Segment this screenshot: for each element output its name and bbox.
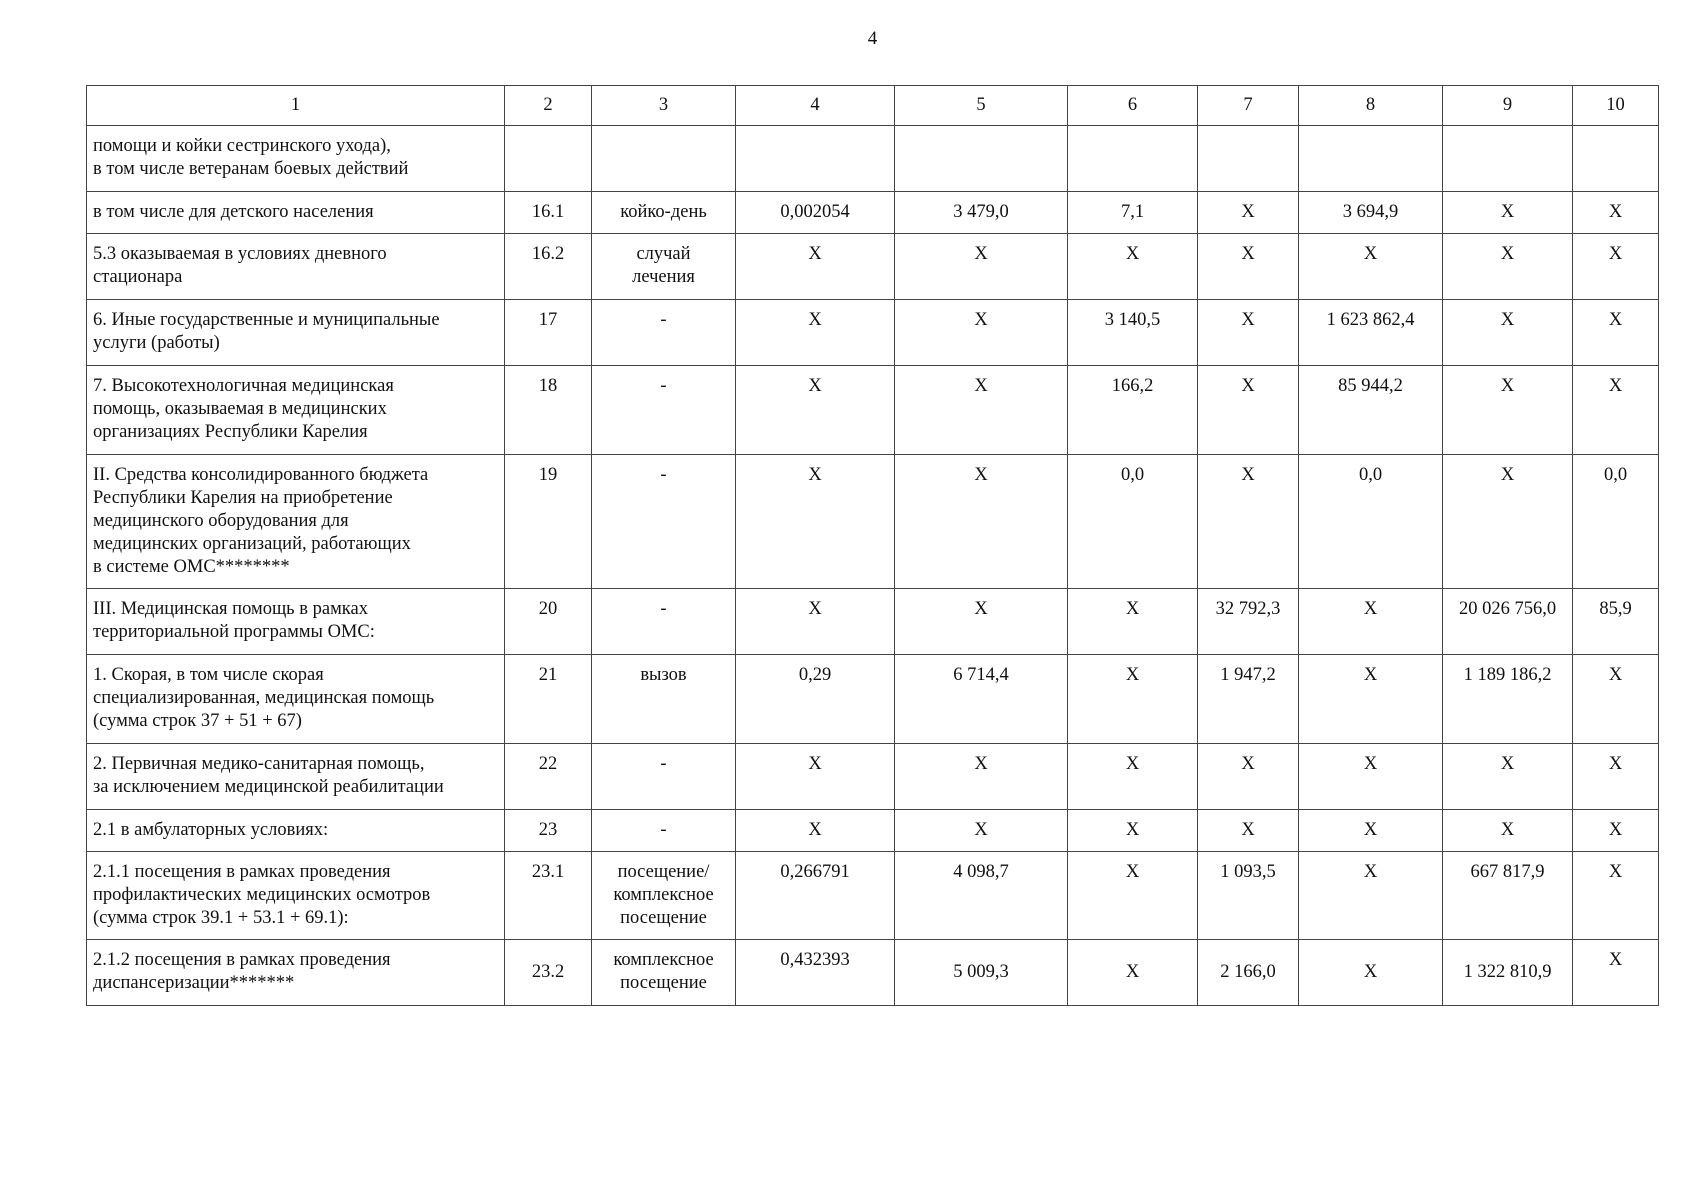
table-cell: 667 817,9 (1443, 851, 1573, 939)
table-cell: 0,0 (1299, 454, 1443, 589)
table-cell: койко-день (592, 192, 736, 234)
table-cell: X (1198, 809, 1299, 851)
header-cell: 1 (87, 86, 505, 126)
table-cell: 0,266791 (736, 851, 895, 939)
table-cell: 21 (505, 655, 592, 743)
table-cell: 6 714,4 (895, 655, 1068, 743)
table-row (87, 234, 1659, 300)
table-cell: X (1573, 366, 1659, 454)
table-cell: X (1443, 809, 1573, 851)
table-cell: X (895, 300, 1068, 366)
table-row (87, 743, 1659, 809)
table-cell: X (1573, 234, 1659, 300)
table-cell: X (1573, 743, 1659, 809)
table-cell: X (1068, 851, 1198, 939)
table-cell: 0,0 (1573, 454, 1659, 589)
header-cell: 2 (505, 86, 592, 126)
table-cell: 5 009,3 (895, 940, 1068, 1006)
table-cell: X (1299, 589, 1443, 655)
table-row (87, 126, 1659, 192)
table-cell: 3 479,0 (895, 192, 1068, 234)
page-number: 4 (867, 28, 878, 49)
table-header-row (87, 86, 1659, 126)
table-cell: X (1068, 940, 1198, 1006)
table-cell: X (736, 366, 895, 454)
table-cell: 85 944,2 (1299, 366, 1443, 454)
table-cell: случай лечения (592, 234, 736, 300)
table-cell: 20 026 756,0 (1443, 589, 1573, 655)
table-cell: 22 (505, 743, 592, 809)
table-cell: 166,2 (1068, 366, 1198, 454)
table-cell (1299, 126, 1443, 192)
table-cell: X (1068, 234, 1198, 300)
table-cell: 32 792,3 (1198, 589, 1299, 655)
table-cell: X (1443, 743, 1573, 809)
table-row (87, 940, 1659, 1006)
table-cell: X (895, 234, 1068, 300)
table-cell: 23 (505, 809, 592, 851)
table-cell: 7,1 (1068, 192, 1198, 234)
table-cell: посещение/ комплексное посещение (592, 851, 736, 939)
header-cell: 8 (1299, 86, 1443, 126)
table-row (87, 809, 1659, 851)
table-cell (1443, 126, 1573, 192)
table-cell (592, 126, 736, 192)
table-cell: X (1443, 366, 1573, 454)
table-row (87, 851, 1659, 939)
header-cell: 9 (1443, 86, 1573, 126)
table-cell: X (1443, 300, 1573, 366)
table-cell: X (1443, 192, 1573, 234)
table-cell: X (895, 743, 1068, 809)
table-cell: X (1573, 851, 1659, 939)
header-cell: 3 (592, 86, 736, 126)
table-cell: - (592, 809, 736, 851)
table-cell: - (592, 589, 736, 655)
table-cell: 16.1 (505, 192, 592, 234)
table-row (87, 192, 1659, 234)
row-label-cell: 2.1.2 посещения в рамках проведения диспансеризации******* (87, 940, 505, 1006)
table-cell (1573, 126, 1659, 192)
row-label-cell: 6. Иные государственные и муниципальные услуги (работы) (87, 300, 505, 366)
table-cell: 23.2 (505, 940, 592, 1006)
table-cell: X (736, 589, 895, 655)
table-row (87, 589, 1659, 655)
table-cell: 3 140,5 (1068, 300, 1198, 366)
table-cell: 18 (505, 366, 592, 454)
header-cell: 4 (736, 86, 895, 126)
table-cell: X (1068, 809, 1198, 851)
table-cell: 0,002054 (736, 192, 895, 234)
table-cell: X (895, 589, 1068, 655)
table-cell: 4 098,7 (895, 851, 1068, 939)
row-label-cell: 1. Скорая, в том числе скорая специализированная, медицинская помощь (сумма строк 37 + 51 + 67) (87, 655, 505, 743)
table-cell: X (1443, 234, 1573, 300)
table-row (87, 300, 1659, 366)
table-cell: X (736, 809, 895, 851)
table-cell: комплексное посещение (592, 940, 736, 1006)
table-cell: X (895, 809, 1068, 851)
table-cell: X (1198, 743, 1299, 809)
table-cell: X (1198, 300, 1299, 366)
table-cell: X (736, 234, 895, 300)
table-cell: 1 623 862,4 (1299, 300, 1443, 366)
table-cell: X (1068, 655, 1198, 743)
table-cell: X (1198, 366, 1299, 454)
table-cell: X (895, 366, 1068, 454)
header-cell: 5 (895, 86, 1068, 126)
table-cell: X (1068, 589, 1198, 655)
row-label-cell: помощи и койки сестринского ухода), в том числе ветеранам боевых действий (87, 126, 505, 192)
table-cell: X (1299, 743, 1443, 809)
table-cell: 0,0 (1068, 454, 1198, 589)
table-cell: 1 189 186,2 (1443, 655, 1573, 743)
table-cell: X (1299, 851, 1443, 939)
table-cell: 1 947,2 (1198, 655, 1299, 743)
table-row (87, 366, 1659, 454)
row-label-cell: 5.3 оказываемая в условиях дневного стационара (87, 234, 505, 300)
table-cell: 20 (505, 589, 592, 655)
table-cell: X (1299, 809, 1443, 851)
table-cell: X (1573, 655, 1659, 743)
table-cell: X (1573, 940, 1659, 1006)
row-label-cell: в том числе для детского населения (87, 192, 505, 234)
table-cell: X (1198, 234, 1299, 300)
header-cell: 6 (1068, 86, 1198, 126)
table-cell: X (1198, 454, 1299, 589)
table-cell: X (1198, 192, 1299, 234)
table-cell: 1 093,5 (1198, 851, 1299, 939)
data-table (86, 85, 1659, 1006)
row-label-cell: 2.1.1 посещения в рамках проведения профилактических медицинских осмотров (сумма строк 39.1 + 53.1 + 69.1): (87, 851, 505, 939)
table-cell: 23.1 (505, 851, 592, 939)
table-cell: - (592, 300, 736, 366)
table-row (87, 655, 1659, 743)
table-cell: 17 (505, 300, 592, 366)
table-cell (895, 126, 1068, 192)
row-label-cell: III. Медицинская помощь в рамках территориальной программы ОМС: (87, 589, 505, 655)
table-cell: X (1573, 300, 1659, 366)
table-cell: - (592, 454, 736, 589)
table-cell: 3 694,9 (1299, 192, 1443, 234)
table-cell: X (1299, 655, 1443, 743)
table-cell: X (1573, 809, 1659, 851)
table-cell: X (895, 454, 1068, 589)
table-cell: 0,29 (736, 655, 895, 743)
table-cell: X (736, 454, 895, 589)
header-cell: 10 (1573, 86, 1659, 126)
row-label-cell: 2. Первичная медико-санитарная помощь, за исключением медицинской реабилитации (87, 743, 505, 809)
table-cell: 0,432393 (736, 940, 895, 1006)
table-cell: 19 (505, 454, 592, 589)
table-cell: X (1068, 743, 1198, 809)
table-cell: вызов (592, 655, 736, 743)
table-cell: 85,9 (1573, 589, 1659, 655)
table-cell: X (1299, 234, 1443, 300)
table-cell (736, 126, 895, 192)
table-cell: X (736, 300, 895, 366)
table-cell (1068, 126, 1198, 192)
row-label-cell: II. Средства консолидированного бюджета Республики Карелия на приобретение медицинского оборудования для медицинских организаций, работающих в системе ОМС******** (87, 454, 505, 589)
table-row (87, 454, 1659, 589)
table-cell (1198, 126, 1299, 192)
table-cell: 2 166,0 (1198, 940, 1299, 1006)
table-cell: X (1299, 940, 1443, 1006)
table-cell: 1 322 810,9 (1443, 940, 1573, 1006)
table-cell: - (592, 366, 736, 454)
table-cell: X (736, 743, 895, 809)
table-cell: X (1443, 454, 1573, 589)
header-cell: 7 (1198, 86, 1299, 126)
table-cell: - (592, 743, 736, 809)
table-cell: X (1573, 192, 1659, 234)
table-cell (505, 126, 592, 192)
table-cell: 16.2 (505, 234, 592, 300)
row-label-cell: 7. Высокотехнологичная медицинская помощь, оказываемая в медицинских организациях Республики Карелия (87, 366, 505, 454)
row-label-cell: 2.1 в амбулаторных условиях: (87, 809, 505, 851)
